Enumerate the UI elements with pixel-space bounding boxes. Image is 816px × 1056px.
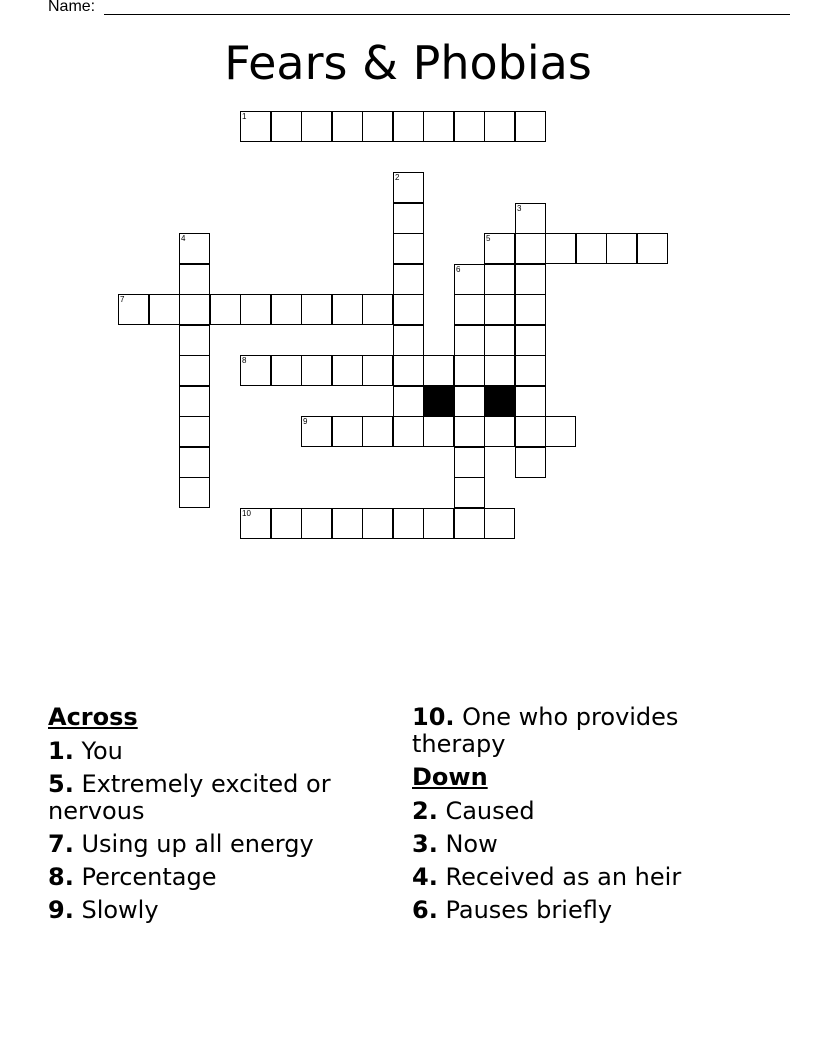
grid-cell[interactable]	[362, 111, 393, 142]
grid-cell[interactable]	[454, 416, 485, 447]
grid-cell[interactable]	[484, 233, 515, 264]
name-label: Name:	[48, 0, 96, 15]
grid-cell[interactable]	[301, 294, 332, 325]
grid-cell[interactable]	[271, 294, 302, 325]
grid-cell[interactable]	[606, 233, 637, 264]
clues-column-right	[412, 704, 752, 930]
clue-across-1: 1. You	[48, 737, 123, 765]
grid-cell[interactable]	[454, 447, 485, 478]
grid-cell[interactable]	[484, 325, 515, 356]
grid-cell[interactable]	[332, 355, 363, 386]
across-heading: Across	[48, 703, 138, 731]
grid-cell[interactable]	[179, 325, 210, 356]
clue-across-8: 8. Percentage	[48, 863, 217, 891]
grid-cell[interactable]	[515, 294, 546, 325]
grid-cell[interactable]	[545, 416, 576, 447]
grid-cell[interactable]	[393, 416, 424, 447]
grid-cell-number: 5	[486, 234, 491, 243]
grid-cell[interactable]	[179, 386, 210, 417]
clue-down-4: 4. Received as an heir	[412, 863, 682, 891]
grid-cell[interactable]	[484, 264, 515, 295]
grid-cell-number: 3	[517, 204, 522, 213]
clues-column-left	[48, 704, 388, 930]
grid-cell[interactable]	[240, 294, 271, 325]
grid-cell[interactable]	[393, 264, 424, 295]
grid-cell[interactable]	[393, 172, 424, 203]
clue-across-9: 9. Slowly	[48, 896, 159, 924]
clue-down-3: 3. Now	[412, 830, 498, 858]
grid-cell[interactable]	[515, 416, 546, 447]
grid-cell-number: 1	[242, 112, 247, 121]
grid-cell[interactable]	[515, 111, 546, 142]
grid-cell[interactable]	[271, 508, 302, 539]
grid-cell[interactable]	[454, 294, 485, 325]
grid-cell-number: 10	[242, 509, 251, 518]
grid-cell[interactable]	[393, 203, 424, 234]
grid-cell[interactable]	[301, 111, 332, 142]
grid-cell[interactable]	[484, 111, 515, 142]
grid-cell[interactable]	[179, 294, 210, 325]
grid-cell[interactable]	[515, 264, 546, 295]
grid-cell[interactable]	[301, 416, 332, 447]
grid-cell[interactable]	[454, 508, 485, 539]
clue-down-6: 6. Pauses briefly	[412, 896, 613, 924]
grid-cell[interactable]	[271, 111, 302, 142]
grid-cell[interactable]	[271, 355, 302, 386]
grid-cell[interactable]	[179, 355, 210, 386]
grid-cell-black	[423, 386, 454, 417]
grid-cell[interactable]	[515, 355, 546, 386]
grid-cell[interactable]	[301, 355, 332, 386]
grid-cell[interactable]	[454, 386, 485, 417]
grid-cell[interactable]	[454, 477, 485, 508]
grid-cell[interactable]	[393, 355, 424, 386]
grid-cell[interactable]	[545, 233, 576, 264]
grid-cell[interactable]	[240, 355, 271, 386]
clue-down-2: 2. Caused	[412, 797, 535, 825]
grid-cell[interactable]	[362, 508, 393, 539]
grid-cell[interactable]	[332, 294, 363, 325]
grid-cell[interactable]	[423, 355, 454, 386]
grid-cell[interactable]	[515, 233, 546, 264]
grid-cell[interactable]	[240, 508, 271, 539]
grid-cell[interactable]	[454, 264, 485, 295]
grid-cell[interactable]	[393, 325, 424, 356]
grid-cell[interactable]	[179, 264, 210, 295]
grid-cell[interactable]	[179, 416, 210, 447]
grid-cell[interactable]	[393, 111, 424, 142]
grid-cell[interactable]	[454, 111, 485, 142]
grid-cell[interactable]	[515, 447, 546, 478]
grid-cell[interactable]	[393, 508, 424, 539]
grid-cell[interactable]	[515, 325, 546, 356]
grid-cell[interactable]	[179, 477, 210, 508]
clue-across-7: 7. Using up all energy	[48, 830, 314, 858]
grid-cell[interactable]	[423, 508, 454, 539]
grid-cell[interactable]	[423, 416, 454, 447]
grid-cell[interactable]	[179, 447, 210, 478]
grid-cell[interactable]	[179, 233, 210, 264]
clue-across-10: 10. One who provides therapy	[412, 703, 679, 758]
clue-across-5: 5. Extremely excited or nervous	[48, 770, 331, 825]
down-heading: Down	[412, 763, 488, 791]
grid-cell-number: 7	[120, 295, 125, 304]
grid-cell-black	[484, 386, 515, 417]
grid-cell[interactable]	[332, 508, 363, 539]
grid-cell[interactable]	[454, 355, 485, 386]
grid-cell-number: 4	[181, 234, 186, 243]
grid-cell[interactable]	[210, 294, 241, 325]
grid-cell[interactable]	[301, 508, 332, 539]
grid-cell[interactable]	[332, 111, 363, 142]
grid-cell-number: 8	[242, 356, 247, 365]
grid-cell[interactable]	[484, 294, 515, 325]
grid-cell[interactable]	[515, 386, 546, 417]
grid-cell[interactable]	[240, 111, 271, 142]
grid-cell[interactable]	[149, 294, 180, 325]
grid-cell-number: 2	[395, 173, 400, 182]
grid-cell[interactable]	[576, 233, 607, 264]
grid-cell[interactable]	[393, 233, 424, 264]
grid-cell-number: 6	[456, 265, 461, 274]
grid-cell[interactable]	[393, 386, 424, 417]
grid-cell[interactable]	[454, 325, 485, 356]
grid-cell[interactable]	[515, 203, 546, 234]
grid-cell[interactable]	[118, 294, 149, 325]
grid-cell[interactable]	[362, 355, 393, 386]
grid-cell[interactable]	[637, 233, 668, 264]
grid-cell[interactable]	[393, 294, 424, 325]
grid-cell[interactable]	[423, 111, 454, 142]
grid-cell[interactable]	[362, 294, 393, 325]
grid-cell[interactable]	[362, 416, 393, 447]
grid-cell-number: 9	[303, 417, 308, 426]
grid-cell[interactable]	[484, 416, 515, 447]
page-title: Fears & Phobias	[224, 36, 592, 90]
grid-cell[interactable]	[484, 355, 515, 386]
grid-cell[interactable]	[332, 416, 363, 447]
grid-cell[interactable]	[484, 508, 515, 539]
